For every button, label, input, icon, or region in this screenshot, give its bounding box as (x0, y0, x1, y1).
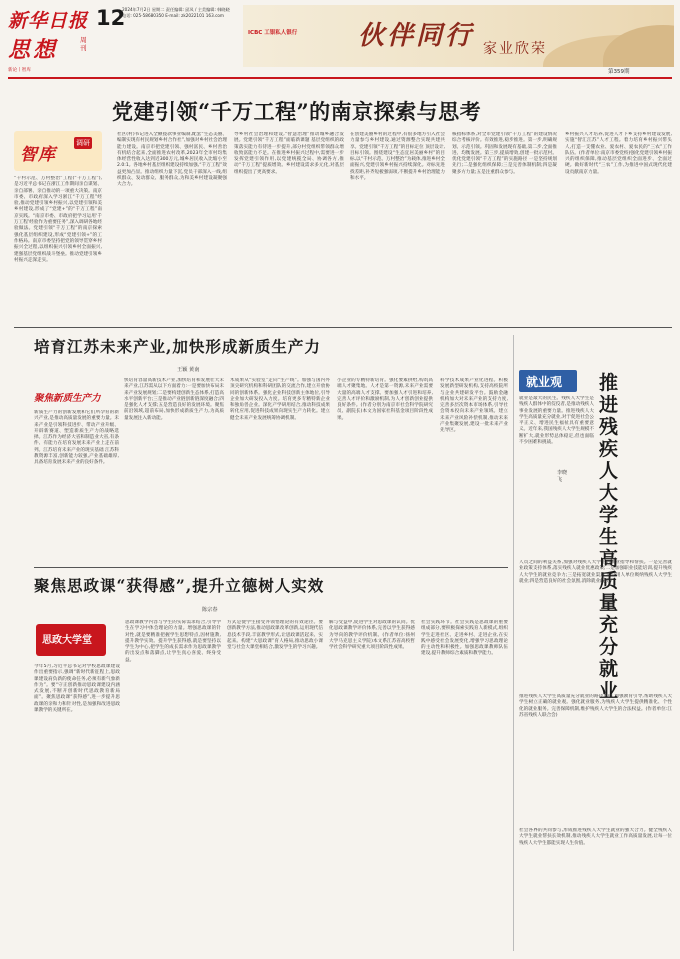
side-byline: 李晓飞 (557, 470, 568, 483)
article1-column-2: 社区(村)书记进入全额拨款事业编制,配套“生态美丽、编制实现有村民规划乡村合作社”,加强对乡村社会治理能力建设。南京市把党建引领、强村富民、乡村善治有机结合起来,全面推进农村改革,2023年全市村均集体经营性收入达到近300万元,城乡居民收入比缩小至2.0:1。各地乡村基层组织建设持续加强,“千万工程”效益更加凸显。推动组织力量下沉,党员干部深入一线,组织群众、发动群众、服务群众,为和美乡村建设凝聚强大合力。 (117, 132, 227, 188)
article3-column-1: 今年5月,习近平总书记对学校思政课建设作出重要指示,强调“新时代新征程上,思政课建设肩负新的使命任务,必须有新气象新作为”。要“守正创新推动思政课建设内涵式发展,不断开创新时代思政教育新局面”。聚焦思政课“获得感”,进一步提升思政课的亲和力和针对性,是加强和改进思政课教学的关键所在。 (34, 664, 120, 714)
ad-hill-shape (603, 25, 674, 67)
article3-column-4: 解与受益中,促进学生对思政课的认同。优化思政课教学评价体系,完善以学生获得感为导向的教学评价机制。(作者单位:扬州大学马克思主义学院)本文系江苏省高校哲学社会科学研究重大项目阶段性成果。 (329, 620, 415, 651)
side-column-2: 人员之间的利益关系,加强对残疾人大学生的就业指导和帮扶。一是完善就业政策支持体系,落实残疾人就业优惠政策;二是加强职业技能培训,提升残疾人大学生的就业竞争力;三是拓宽就业渠道,鼓励用人单位吸纳残疾人大学生就业;四是营造良好的社会氛围,消除就业歧视。 (519, 560, 672, 584)
article3-column-3: 方式是使学生接受并领悟理论的有效途径。要创新教学方法,推动思政课改革创新,运用现代信息技术手段,丰富教学形式,让思政课活起来、实起来。构建“大思政课”育人格局,推动思政小课堂与社会大课堂相结合,激发学生的学习兴趣。 (227, 620, 323, 651)
masthead-logo: 新华日报 (8, 10, 89, 32)
page-number: 12 (96, 6, 126, 30)
ad-banner (243, 5, 674, 67)
article1-headline: 党建引领“千万工程”的南京探索与思考 (112, 99, 482, 124)
article2-column-2: 快培育容量高新技术产业,加快培育和发展壮大未来产业,江苏需从以下方面着力:一是要加快布局未来产业发展规划;二是要构建创新生态体系,打造高水平创新平台;三是推动产业链创新链深度融合;四是强化人才支撑;五是营造良好的发展环境。聚焦前沿领域,超前布局,加快形成新质生产力,为高质量发展注入新动能。 (124, 378, 224, 421)
ad-slogan-secondary: 家业欣荣 (483, 41, 547, 57)
article2-column-3: 术成果从“实验室”走向“生产线”。加强与国内外顶尖研究机构和科研团队的交流合作,建立开放协同的创新体系。强化企业科技创新主体地位,引导企业加大研发投入力度。培育更多专精特新企业和独角兽企业。深化产学研用结合,推动科技成果转化应用,促进科技成果向现实生产力转化。建立健全未来产业发展统筹协调机制。 (230, 378, 330, 421)
section-divider (14, 327, 672, 328)
article1-column-3: 导乡村社会治理和建设,“智慧治理”推动城乡融合发展。党建引领“千万工程”面临新课题 基层党组织的政策落实能力有待进一步提升,部分村党组织带领群众增收致富能力不足。在推进乡村振兴过程中,需要进一步发挥党建引领作用,以党建统揽全局、协调各方,推动“千万工程”提质增效。乡村建设需求多元化,对基层组织提出了更高要求。 (234, 132, 344, 175)
section-subtitle: 周刊 (80, 36, 87, 52)
article3-column-5: 社会实践环节。社会实践是思政课的重要组成部分,要积极探索实践育人新模式,组织学生走进社区、走进乡村、走进企业,在实践中感受社会发展变化,增强学习思政理论的主动性和积极性。加强思政课教师队伍建设,提升教师综合素质和教学能力。 (421, 620, 508, 657)
article3-byline: 陈宗春 (202, 607, 218, 613)
article1-column-6: 乡村振兴人才培养,促进人才下乡支持乡村建设发展,实施“智汇江苏”人才工程。着力培育乡村振兴带头人,打造一支懂农业、爱农村、爱农民的“三农”工作队伍。(作者单位:南京市委党校)强化党建引领乡村振兴的组织保障,推动基层党组织全面进步、全面过硬。做好新时代“三农”工作,为推进中国式现代化建设贡献南京力量。 (565, 132, 672, 175)
issue-info: 2024年7月2日 星期二 责任编辑: 邱凤 / 主美编辑: 韩晓晓 电话: 025-58680350 E-mail: zk2022101 163.com (122, 7, 230, 18)
article3-column-label: 思政大学堂 (42, 635, 92, 646)
article2-column-1: 新质生产力的创新发展和它们所孕育的新兴产业,是推动高质量发展的重要力量。未来产业是引领科技进步、带动产业升级、开辟新赛道、塑造新质生产力的战略选择。江苏作为经济大省和制造业大省,有条件、有能力在培育发展未来产业上走在前列。江苏培育未来产业的现实基础 江苏科教资源丰富,创新能力较强,产业基础雄厚,具备培育发展未来产业的良好条件。 (34, 410, 119, 466)
article2-column-4: 小企业的专精特新培育。强化要素供给,构筑高端人才聚集地。人才是第一资源,未来产业需要大量的高端人才支撑。要加强人才引进和培养,完善人才评价和激励机制,为人才创新创业提供良好条件。(作者分别为南京市社会科学院研究员、副院长)本文为国家社科基金项目阶段性成果。 (337, 378, 433, 421)
side-divider (513, 335, 514, 951)
issue-number: 第359期 (608, 69, 630, 75)
ad-slogan: 伙伴同行 (358, 21, 475, 51)
masthead-divider (8, 77, 672, 79)
article3-headline: 聚焦思政课“获得感”,提升立德树人实效 (34, 576, 325, 595)
side-headline: 推进残疾人大学生高质量充分就业 (599, 372, 619, 702)
section-divider (34, 567, 508, 568)
side-column-logo (519, 370, 577, 392)
article1-column-4: 在创建美丽乡村的过程中,有很多地方引入社会力量参与乡村建设,通过资源整合实现共建共享。党建引领“千万工程”的目标定位 顶层设计,目标引领。围绕建设“生态宜居美丽乡村”的目标,以“千村示范、万村整治”为载体,推进乡村全面振兴,党建引领乡村振兴持续深化。对标先进找差距,补齐短板强弱项,不断提升乡村治理能力和水平。 (350, 132, 445, 182)
side-column-label: 就业观 (526, 375, 563, 389)
side-column-3: 推进残疾人大学生高质量充分就业的路径选择 加强教育引导,帮助残疾人大学生树立正确的就业观。强化就业服务,为残疾人大学生提供精准化、个性化的就业服务。完善保障机制,维护残疾人大学生的合法权益。(作者单位:江苏省残疾人联合会) (519, 694, 672, 718)
zhiku-column-logo (14, 131, 102, 171)
zhiku-logo-tag: 调研 (76, 139, 90, 147)
article2-column-5: 科学技术成果产业化进程。积极发展新型研发机构,支持高校院所与企业共建研发平台。鼓励金融机构加大对未来产业的支持力度,完善多层次资本市场体系,引导社会资本投向未来产业领域。建立未来产业风险补偿机制,推动未来产业集聚发展,建设一批未来产业先导区。 (440, 378, 508, 434)
article3-column-logo (36, 624, 106, 656)
article3-column-2: 思政课教学内容与学生的实际需求结合,引导学生在学习中体会理论的力量。增强思政课的针对性,就是要精准把握学生思想特点,因材施教,提升教学实效。提升学生获得感,就是要坚持以学生为中心,把学生的成长需求作为思政课教学的出发点和落脚点,让学生真心喜爱、终身受益。 (125, 620, 221, 663)
article2-column-label: 聚焦新质生产力 (34, 393, 101, 404)
section-title: 思想 (8, 37, 59, 63)
zhiku-logo-text: 智库 (20, 145, 56, 165)
article1-column-5: 核指标体系,对全市党建引领“千万工程”的建设情况综合考核评价。有效推进,稳步推进。第一步,明确规划、示范引领。巩固和发展现有基础,第二步,全面推进、均衡发展。第三步,提质增效,创建一批示范村。优化党建引领“千万工程”的实施路径 一是坚持规划先行;二是强化组织保障;三是完善体制机制;四是凝聚多方力量;五是注重群众参与。 (452, 132, 557, 175)
ad-bank-logo: ICBC 工银私人银行 (248, 30, 298, 36)
article1-column-1: “千村示范、万村整治”工程(“千万工程”),是习近平总书记在浙江工作期间亲自谋划、亲自部署、亲自推动的一项重大决策。南京市委、市政府深入学习浙江“千万工程”经验,推动党建引领乡村振兴,以党建引领和美乡村建设,形成了“党建+”的“千万工程”南京实践。“南京市委、市政府把学习运用‘千万工程’经验作为重要任务”,深入调研各地经验做法。党建引领“千万工程”的南京探索 强化基层组织建设,形成“党建引领+”的工作格局。南京市委坚持把党的领导贯穿乡村振兴全过程,以组织振兴引领乡村全面振兴,建强基层党组织战斗堡垒。推动党建引领乡村振兴走深走实。 (14, 176, 102, 263)
side-column-4: 社会各界的共同参与,形成推进残疾人大学生就业的强大合力。健全残疾人大学生就业帮扶长效机制,推动残疾人大学生就业工作高质量发展,让每一位残疾人大学生都能实现人生价值。 (519, 828, 672, 846)
article2-headline: 培育江苏未来产业,加快形成新质生产力 (34, 337, 321, 356)
side-column-1: 就业是最大的民生。残疾人大学生是残疾人群体中的佼佼者,是推动残疾人事业发展的重要力量。推进残疾人大学生高质量充分就业,对于促进社会公平正义、增进民生福祉具有重要意义。近年来,我国残疾人大学生规模不断扩大,就业形势总体稳定,但也面临不少困难和挑战。 (519, 396, 594, 446)
section-label: 新论丨智库 (8, 68, 31, 73)
article2-byline: 王颖 黄南 (177, 367, 200, 373)
